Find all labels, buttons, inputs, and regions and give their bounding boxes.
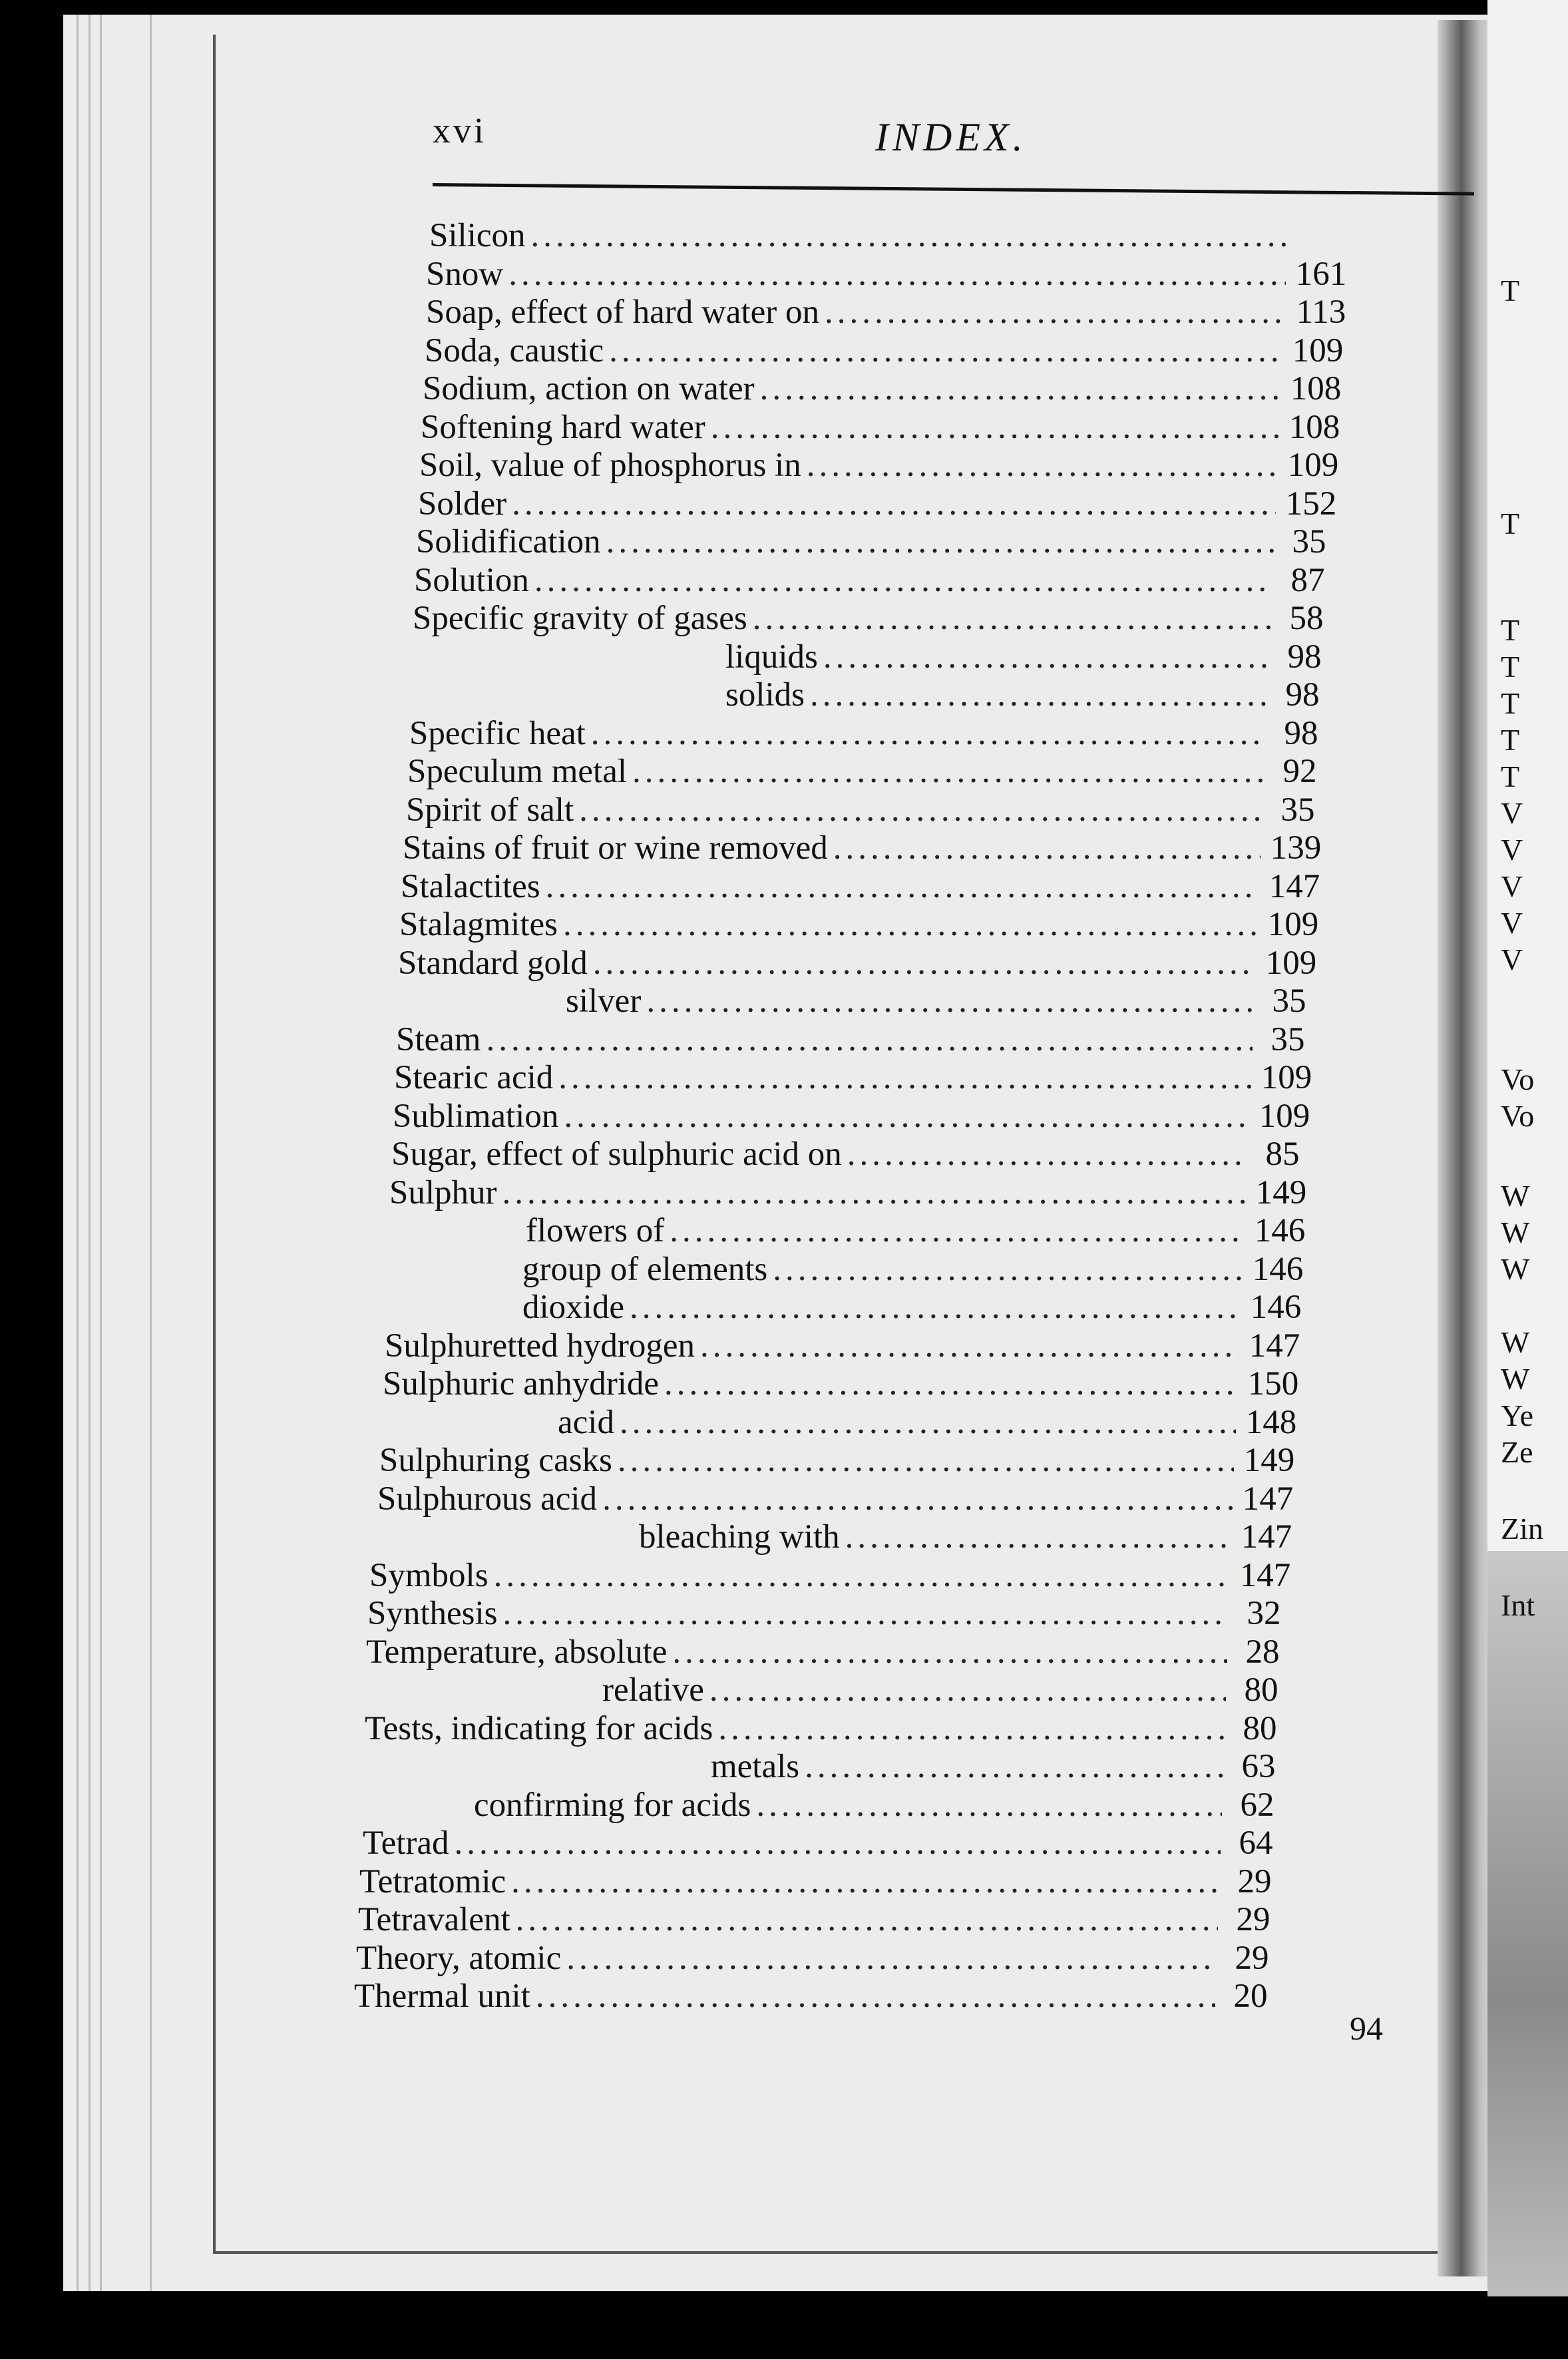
entry-page: 109 — [1292, 331, 1344, 369]
entry-page: 149 — [1255, 1174, 1307, 1211]
entry-page: 80 — [1243, 1709, 1277, 1747]
index-entry — [391, 1135, 1312, 1174]
dot-leader — [711, 408, 1279, 447]
entry-term: confirming for acids — [474, 1786, 751, 1824]
page-title: INDEX. — [875, 115, 1027, 159]
index-entry — [401, 867, 1324, 906]
dot-leader — [810, 676, 1267, 714]
dot-leader — [756, 1786, 1222, 1824]
entry-page: 35 — [1271, 1020, 1305, 1058]
entry-page: 35 — [1292, 523, 1326, 560]
index-entry — [429, 216, 1351, 255]
entry-term: Sugar, effect of sulphuric acid on — [391, 1136, 842, 1173]
dot-leader — [670, 1211, 1245, 1250]
page-number: xvi — [433, 110, 487, 150]
index-entry — [366, 1633, 1292, 1671]
index-entry — [639, 1518, 1296, 1556]
entry-page: 149 — [1243, 1442, 1295, 1479]
adjacent-page-fragment: Int — [1501, 1588, 1535, 1622]
index-entry — [369, 1556, 1295, 1595]
entry-page: 109 — [1259, 1097, 1310, 1135]
index-entry — [418, 485, 1341, 523]
dot-leader — [718, 1709, 1225, 1748]
dot-leader — [753, 599, 1271, 638]
entry-term: Softening hard water — [421, 408, 705, 446]
entry-term: Solution — [414, 561, 529, 599]
entry-term: Specific heat — [409, 714, 586, 752]
entry-term: Soda, caustic — [425, 331, 604, 369]
index-entry — [711, 1747, 1288, 1786]
dot-leader — [845, 1518, 1231, 1556]
entry-page: 32 — [1247, 1595, 1281, 1632]
page-edge-line — [150, 15, 152, 2291]
entry-term: Sublimation — [393, 1097, 559, 1135]
dot-leader — [558, 1058, 1251, 1097]
index-entry — [558, 1403, 1301, 1442]
entry-term: Silicon — [429, 217, 526, 254]
entry-term: Sulphurous acid — [377, 1480, 598, 1518]
entry-term: Stearic acid — [394, 1059, 554, 1096]
adjacent-page-fragment: V — [1501, 943, 1523, 976]
adjacent-page-fragment: Vo — [1501, 1099, 1535, 1133]
index-entry — [383, 1365, 1303, 1403]
adjacent-page-fragment: T — [1501, 274, 1520, 308]
index-entry — [359, 1862, 1284, 1901]
entry-term: Synthesis — [367, 1595, 498, 1632]
dot-leader — [494, 1556, 1230, 1595]
dot-leader — [511, 1862, 1219, 1901]
entry-page: 35 — [1280, 791, 1315, 829]
index-entry — [602, 1671, 1291, 1709]
dot-leader — [508, 255, 1286, 294]
dot-leader — [618, 1441, 1234, 1480]
adjacent-page-fragment: Ze — [1501, 1435, 1533, 1469]
index-entry — [414, 561, 1338, 600]
entry-page: 147 — [1269, 867, 1320, 905]
index-entry — [474, 1786, 1287, 1824]
entry-page: 161 — [1295, 255, 1347, 293]
index-entry — [725, 638, 1334, 676]
entry-term: Stains of fruit or wine removed — [403, 829, 828, 867]
entry-term: bleaching with — [639, 1518, 840, 1556]
index-entry — [385, 1327, 1304, 1365]
entry-page: 92 — [1282, 753, 1317, 790]
index-entry — [413, 599, 1336, 638]
entry-page: 35 — [1272, 982, 1306, 1020]
index-entry — [522, 1250, 1308, 1289]
dot-leader — [502, 1174, 1246, 1212]
index-entry — [522, 1288, 1306, 1327]
dot-leader — [825, 293, 1286, 331]
entry-term: flowers of — [526, 1212, 665, 1249]
adjacent-page-fragment: T — [1501, 686, 1520, 720]
entry-page: 147 — [1242, 1480, 1294, 1518]
entry-page: 113 — [1296, 294, 1346, 331]
dot-leader — [593, 944, 1256, 982]
dot-leader — [536, 1977, 1215, 2016]
dot-leader — [672, 1633, 1227, 1671]
adjacent-page-shadow — [1487, 1551, 1568, 2296]
adjacent-page-fragment: T — [1501, 723, 1520, 757]
adjacent-page-fragment: V — [1501, 869, 1523, 903]
entry-page: 85 — [1265, 1136, 1300, 1173]
dot-leader — [602, 1480, 1233, 1518]
adjacent-page-fragment: W — [1501, 1362, 1530, 1396]
entry-term: metals — [711, 1748, 800, 1785]
entry-term: Symbols — [369, 1556, 489, 1594]
dot-leader — [823, 638, 1269, 676]
entry-page: 109 — [1287, 447, 1339, 484]
index-entry — [396, 1020, 1318, 1059]
entry-term: Tetravalent — [358, 1901, 510, 1938]
dot-leader — [833, 829, 1261, 867]
adjacent-page-fragment: T — [1501, 759, 1520, 793]
entry-term: Stalagmites — [399, 906, 558, 943]
dot-leader — [760, 369, 1280, 408]
entry-page: 152 — [1285, 485, 1337, 523]
entry-term: Spirit of salt — [406, 791, 574, 829]
index-entry — [416, 523, 1339, 561]
dot-leader — [591, 714, 1266, 753]
entry-term: dioxide — [522, 1289, 624, 1326]
adjacent-page-fragment: V — [1501, 833, 1523, 867]
entry-term: Tetrad — [363, 1824, 449, 1862]
entry-page: 63 — [1241, 1748, 1276, 1785]
entry-term: Temperature, absolute — [366, 1633, 668, 1671]
dot-leader — [847, 1135, 1247, 1174]
entry-page: 29 — [1235, 1939, 1269, 1977]
entry-term: Steam — [396, 1020, 481, 1058]
entry-term: Specific gravity of gases — [413, 600, 747, 637]
adjacent-page-fragment: Ye — [1501, 1398, 1534, 1432]
entry-term: Thermal unit — [354, 1978, 530, 2015]
index-entry — [566, 982, 1319, 1020]
index-entry — [365, 1709, 1290, 1748]
entry-term: Soil, value of phosphorus in — [419, 447, 801, 484]
dot-leader — [700, 1327, 1239, 1365]
dot-leader — [609, 331, 1282, 370]
dot-leader — [503, 1594, 1229, 1633]
dot-leader — [709, 1671, 1226, 1709]
dot-leader — [455, 1824, 1221, 1862]
entry-page: 62 — [1240, 1786, 1274, 1824]
entry-page: 109 — [1261, 1059, 1312, 1096]
index-entry — [426, 293, 1351, 331]
dot-leader — [486, 1020, 1253, 1059]
adjacent-page-fragment: W — [1501, 1179, 1530, 1213]
index-entry — [393, 1097, 1314, 1136]
index-entry — [419, 446, 1343, 485]
entry-page: 29 — [1237, 1862, 1272, 1900]
entry-page: 29 — [1236, 1901, 1271, 1938]
entry-term: Solder — [418, 485, 507, 523]
adjacent-page-fragment: W — [1501, 1252, 1530, 1286]
dot-leader — [630, 1288, 1241, 1327]
index-entry — [377, 1480, 1298, 1518]
dot-leader — [620, 1403, 1236, 1442]
adjacent-page-fragment: Zin — [1501, 1512, 1543, 1546]
dot-leader — [664, 1365, 1238, 1403]
entry-page: 146 — [1254, 1212, 1306, 1249]
index-entry — [423, 369, 1346, 408]
entry-term: Stalactites — [401, 867, 540, 905]
entry-page: 147 — [1249, 1327, 1300, 1365]
entry-page: 58 — [1289, 600, 1324, 637]
page-edge-line — [100, 15, 102, 2291]
dot-leader — [512, 485, 1276, 523]
dot-leader — [579, 791, 1263, 829]
entry-page: 109 — [1265, 944, 1317, 982]
index-entry — [725, 676, 1332, 714]
dot-leader — [566, 1939, 1217, 1978]
entry-page: 98 — [1287, 638, 1322, 676]
entry-page: 147 — [1241, 1518, 1292, 1556]
page-edge-line — [89, 15, 91, 2291]
entry-term: Snow — [426, 255, 504, 293]
entry-term: Sulphur — [389, 1174, 497, 1211]
index-entry — [379, 1441, 1299, 1480]
adjacent-page-fragment: V — [1501, 906, 1523, 940]
dot-leader — [534, 561, 1273, 600]
index-entry — [389, 1174, 1311, 1212]
entry-term: silver — [566, 982, 642, 1020]
entry-page: 150 — [1247, 1365, 1299, 1402]
index-entry — [363, 1824, 1286, 1862]
entry-page: 80 — [1244, 1671, 1278, 1709]
entry-term: Standard gold — [398, 944, 588, 982]
dot-leader — [546, 867, 1259, 906]
index-entry — [426, 255, 1351, 294]
dot-leader — [805, 1747, 1223, 1786]
entry-page: 98 — [1284, 714, 1318, 752]
entry-term: Sulphuretted hydrogen — [385, 1327, 695, 1365]
index-entry — [406, 791, 1328, 829]
adjacent-page-fragment: V — [1501, 796, 1523, 830]
entry-term: Sodium, action on water — [423, 370, 755, 407]
index-entry — [394, 1058, 1316, 1097]
adjacent-page-fragment: W — [1501, 1215, 1530, 1249]
entry-page: 109 — [1267, 906, 1319, 943]
adjacent-page-fragment: W — [1501, 1325, 1530, 1359]
entry-page: 28 — [1245, 1633, 1280, 1671]
entry-term: Sulphuring casks — [379, 1442, 612, 1479]
entry-term: Solidification — [416, 523, 601, 560]
trailing-page-number: 94 — [1350, 2010, 1383, 2047]
entry-page: 87 — [1290, 561, 1325, 599]
entry-term: relative — [602, 1671, 704, 1709]
adjacent-page-fragment: T — [1501, 613, 1520, 647]
adjacent-page-fragment: Vo — [1501, 1062, 1535, 1096]
entry-page: 148 — [1245, 1403, 1297, 1441]
index-entry — [425, 331, 1348, 370]
entry-page: 98 — [1285, 676, 1320, 714]
index-entry — [354, 1977, 1280, 2016]
index-entry — [367, 1594, 1294, 1633]
index-entry — [421, 408, 1344, 447]
index-entry — [358, 1900, 1283, 1939]
index-entry — [409, 714, 1331, 753]
dot-leader — [773, 1250, 1243, 1289]
index-entry — [407, 752, 1330, 791]
dot-leader — [807, 446, 1278, 485]
entry-term: solids — [725, 676, 805, 714]
adjacent-page-fragment: T — [1501, 650, 1520, 684]
entry-page: 146 — [1250, 1289, 1302, 1326]
entry-term: liquids — [725, 638, 818, 676]
entry-term: Theory, atomic — [356, 1939, 562, 1977]
entry-term: group of elements — [522, 1250, 768, 1288]
adjacent-page-fragment: T — [1501, 507, 1520, 540]
dot-leader — [531, 216, 1286, 255]
entry-term: Tetratomic — [359, 1862, 506, 1900]
entry-term: Sulphuric anhydride — [383, 1365, 659, 1402]
entry-page: 64 — [1239, 1824, 1273, 1862]
dot-leader — [563, 905, 1258, 944]
index-entry — [398, 944, 1321, 982]
entry-term: Speculum metal — [407, 753, 628, 790]
dot-leader — [516, 1900, 1218, 1939]
entry-page: 139 — [1270, 829, 1322, 867]
dot-leader — [646, 982, 1254, 1020]
dot-leader — [606, 523, 1274, 561]
entry-page: 20 — [1233, 1978, 1268, 2015]
entry-page: 108 — [1288, 408, 1340, 446]
entry-page: 146 — [1252, 1250, 1304, 1288]
index-entry — [399, 905, 1323, 944]
index-entry — [526, 1211, 1310, 1250]
index-entry — [403, 829, 1326, 867]
entry-term: acid — [558, 1403, 614, 1441]
entry-term: Soap, effect of hard water on — [426, 294, 819, 331]
entry-page: 108 — [1290, 370, 1342, 407]
dot-leader — [632, 752, 1265, 791]
entry-page: 147 — [1239, 1556, 1291, 1594]
index-entry — [356, 1939, 1282, 1978]
entry-term: Tests, indicating for acids — [365, 1709, 713, 1747]
page-edge-line — [77, 15, 79, 2291]
dot-leader — [564, 1097, 1249, 1136]
